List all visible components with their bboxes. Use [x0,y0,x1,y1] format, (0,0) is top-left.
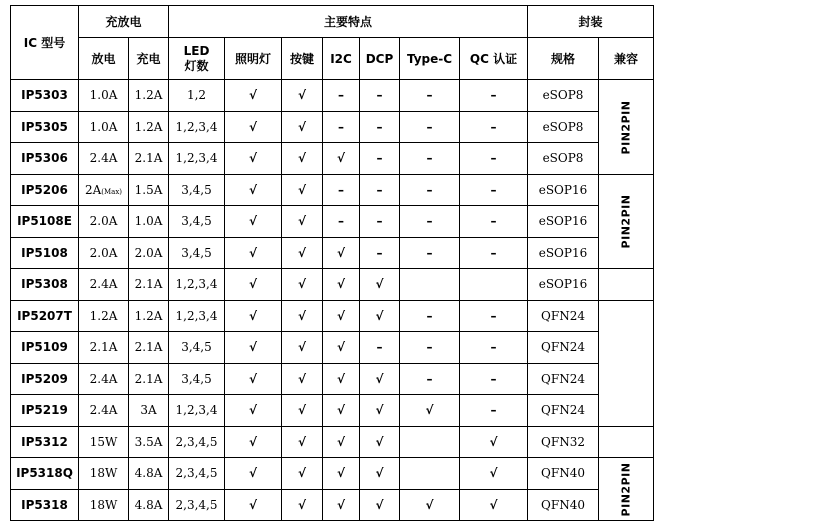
button-cell: √ [282,237,323,269]
typec-header: Type-C [400,38,460,80]
dcp-cell: – [360,80,400,112]
light-cell: √ [225,269,282,301]
package-cell: eSOP8 [528,111,599,143]
light-cell: √ [225,80,282,112]
dcp-header: DCP [360,38,400,80]
dcp-cell: – [360,206,400,238]
typec-cell: √ [400,395,460,427]
package-cell: QFN24 [528,363,599,395]
discharge-cell [79,174,129,206]
charge-cell: 1.2A [129,111,169,143]
dcp-cell: √ [360,489,400,521]
led-cell: 1,2,3,4 [169,300,225,332]
package-cell: eSOP8 [528,80,599,112]
model-cell: IP5209 [11,363,79,395]
i2c-cell: √ [323,143,360,175]
dcp-cell: √ [360,426,400,458]
table-row [11,206,654,238]
package-cell: QFN40 [528,458,599,490]
qc-cell: √ [460,489,528,521]
table-row [11,111,654,143]
typec-cell: – [400,300,460,332]
package-cell: QFN24 [528,332,599,364]
discharge-cell [79,395,129,427]
dcp-cell: √ [360,363,400,395]
package-cell: QFN24 [528,300,599,332]
qc-cell: – [460,332,528,364]
i2c-cell: – [323,206,360,238]
i2c-cell: √ [323,395,360,427]
i2c-cell: √ [323,458,360,490]
package-cell: eSOP16 [528,269,599,301]
discharge-value: 2.4A [89,277,118,292]
led-cell: 1,2,3,4 [169,111,225,143]
charge-cell: 2.1A [129,363,169,395]
button-cell: √ [282,395,323,427]
i2c-header: I2C [323,38,360,80]
discharge-value: 1.0A [89,119,118,134]
qc-cell: – [460,111,528,143]
button-cell: √ [282,426,323,458]
typec-cell: – [400,363,460,395]
model-cell: IP5109 [11,332,79,364]
compat-label: PIN2PIN [619,100,633,155]
qc-cell: – [460,300,528,332]
discharge-value: 18W [89,497,118,512]
button-cell: √ [282,269,323,301]
package-cell: QFN32 [528,426,599,458]
button-header: 按键 [282,38,323,80]
model-cell: IP5303 [11,80,79,112]
qc-cell: – [460,206,528,238]
qc-cell: – [460,174,528,206]
i2c-cell: √ [323,269,360,301]
qc-cell [460,269,528,301]
table-row [11,269,654,301]
led-header-line2: 灯数 [184,58,209,73]
package-cell: QFN40 [528,489,599,521]
table-row [11,237,654,269]
button-cell: √ [282,174,323,206]
discharge-header: 放电 [79,38,129,80]
package-cell: eSOP16 [528,174,599,206]
qc-cell: – [460,80,528,112]
typec-cell: – [400,111,460,143]
model-cell: IP5318Q [11,458,79,490]
discharge-cell [79,80,129,112]
compat-label: PIN2PIN [619,462,633,517]
i2c-cell: √ [323,300,360,332]
discharge-value: 2.4A [89,371,118,386]
lighting-header: 照明灯 [225,38,282,80]
light-cell: √ [225,174,282,206]
button-cell: √ [282,363,323,395]
compat-cell [599,300,654,426]
typec-cell [400,458,460,490]
model-cell: IP5306 [11,143,79,175]
discharge-value: 2A [84,182,102,197]
table-row [11,174,654,206]
discharge-cell [79,300,129,332]
typec-cell [400,426,460,458]
compat-cell [599,269,654,301]
discharge-note: (Max) [101,187,123,196]
discharge-value: 1.0A [89,88,118,103]
typec-cell: – [400,143,460,175]
model-cell: IP5308 [11,269,79,301]
light-cell: √ [225,300,282,332]
discharge-cell [79,237,129,269]
spec-header: 规格 [528,38,599,80]
model-cell: IP5312 [11,426,79,458]
charge-cell: 2.0A [129,237,169,269]
discharge-value: 2.1A [89,340,118,355]
led-cell: 1,2,3,4 [169,143,225,175]
discharge-cell [79,143,129,175]
spec-table-body [11,6,654,521]
light-cell: √ [225,363,282,395]
button-cell: √ [282,206,323,238]
light-cell: √ [225,395,282,427]
package-cell: eSOP8 [528,143,599,175]
compat-header: 兼容 [599,38,654,80]
model-cell: IP5108E [11,206,79,238]
discharge-value: 2.4A [89,403,118,418]
discharge-cell [79,332,129,364]
led-cell: 1,2 [169,80,225,112]
led-cell: 3,4,5 [169,237,225,269]
discharge-cell [79,206,129,238]
table-row [11,395,654,427]
dcp-cell: √ [360,300,400,332]
typec-cell: √ [400,489,460,521]
light-cell: √ [225,489,282,521]
button-cell: √ [282,489,323,521]
i2c-cell: √ [323,426,360,458]
qc-header: QC 认证 [460,38,528,80]
button-cell: √ [282,111,323,143]
qc-cell: √ [460,458,528,490]
model-cell: IP5108 [11,237,79,269]
typec-cell: – [400,332,460,364]
dcp-cell: √ [360,395,400,427]
i2c-cell: – [323,174,360,206]
table-row [11,143,654,175]
table-row [11,489,654,521]
button-cell: √ [282,332,323,364]
discharge-value: 15W [89,434,118,449]
main-features-header: 主要特点 [169,6,528,38]
led-cell: 3,4,5 [169,332,225,364]
package-header: 封装 [528,6,654,38]
discharge-value: 18W [89,466,118,481]
model-cell: IP5318 [11,489,79,521]
led-cell: 2,3,4,5 [169,426,225,458]
i2c-cell: – [323,111,360,143]
i2c-cell: √ [323,237,360,269]
model-cell: IP5305 [11,111,79,143]
dcp-cell: √ [360,458,400,490]
led-cell: 3,4,5 [169,174,225,206]
spec-table [10,5,654,521]
led-cell: 2,3,4,5 [169,458,225,490]
model-cell: IP5207T [11,300,79,332]
led-cell: 3,4,5 [169,363,225,395]
header-row-2 [11,38,654,80]
compat-label: PIN2PIN [619,194,633,249]
charge-cell: 1.2A [129,80,169,112]
charge-cell: 4.8A [129,489,169,521]
led-count-header [169,38,225,80]
discharge-value: 2.0A [89,245,118,260]
charge-cell: 2.1A [129,143,169,175]
typec-cell: – [400,237,460,269]
i2c-cell: – [323,80,360,112]
qc-cell: – [460,143,528,175]
led-cell: 2,3,4,5 [169,489,225,521]
light-cell: √ [225,206,282,238]
light-cell: √ [225,111,282,143]
qc-cell: – [460,395,528,427]
model-cell: IP5219 [11,395,79,427]
button-cell: √ [282,80,323,112]
charge-cell: 3A [129,395,169,427]
table-row [11,80,654,112]
light-cell: √ [225,458,282,490]
qc-cell: √ [460,426,528,458]
typec-cell: – [400,80,460,112]
table-row [11,300,654,332]
led-header-line1: LED [183,43,210,58]
charge-cell: 1.0A [129,206,169,238]
charge-cell: 3.5A [129,426,169,458]
package-cell: QFN24 [528,395,599,427]
charge-cell: 2.1A [129,269,169,301]
button-cell: √ [282,143,323,175]
header-row-1 [11,6,654,38]
button-cell: √ [282,300,323,332]
qc-cell: – [460,363,528,395]
dcp-cell: – [360,332,400,364]
typec-cell [400,269,460,301]
discharge-cell [79,426,129,458]
table-row [11,458,654,490]
typec-cell: – [400,206,460,238]
compat-cell [599,80,654,175]
discharge-value: 2.4A [89,151,118,166]
charge-cell: 4.8A [129,458,169,490]
qc-cell: – [460,237,528,269]
table-row [11,332,654,364]
led-cell: 3,4,5 [169,206,225,238]
table-row [11,426,654,458]
charge-discharge-header: 充放电 [79,6,169,38]
discharge-value: 2.0A [89,214,118,229]
light-cell: √ [225,237,282,269]
button-cell: √ [282,458,323,490]
dcp-cell: – [360,111,400,143]
package-cell: eSOP16 [528,237,599,269]
discharge-cell [79,458,129,490]
led-cell: 1,2,3,4 [169,269,225,301]
charge-header: 充电 [129,38,169,80]
dcp-cell: – [360,143,400,175]
light-cell: √ [225,143,282,175]
dcp-cell: – [360,237,400,269]
package-cell: eSOP16 [528,206,599,238]
dcp-cell: – [360,174,400,206]
compat-cell [599,458,654,521]
discharge-cell [79,489,129,521]
discharge-value: 1.2A [89,308,118,323]
typec-cell: – [400,174,460,206]
discharge-cell [79,111,129,143]
discharge-cell [79,269,129,301]
i2c-cell: √ [323,332,360,364]
discharge-cell [79,363,129,395]
i2c-cell: √ [323,363,360,395]
table-row [11,363,654,395]
compat-cell [599,426,654,458]
charge-cell: 1.5A [129,174,169,206]
dcp-cell: √ [360,269,400,301]
charge-cell: 2.1A [129,332,169,364]
light-cell: √ [225,332,282,364]
ic-model-header: IC 型号 [11,6,79,80]
model-cell: IP5206 [11,174,79,206]
compat-cell [599,174,654,269]
led-cell: 1,2,3,4 [169,395,225,427]
light-cell: √ [225,426,282,458]
i2c-cell: √ [323,489,360,521]
charge-cell: 1.2A [129,300,169,332]
